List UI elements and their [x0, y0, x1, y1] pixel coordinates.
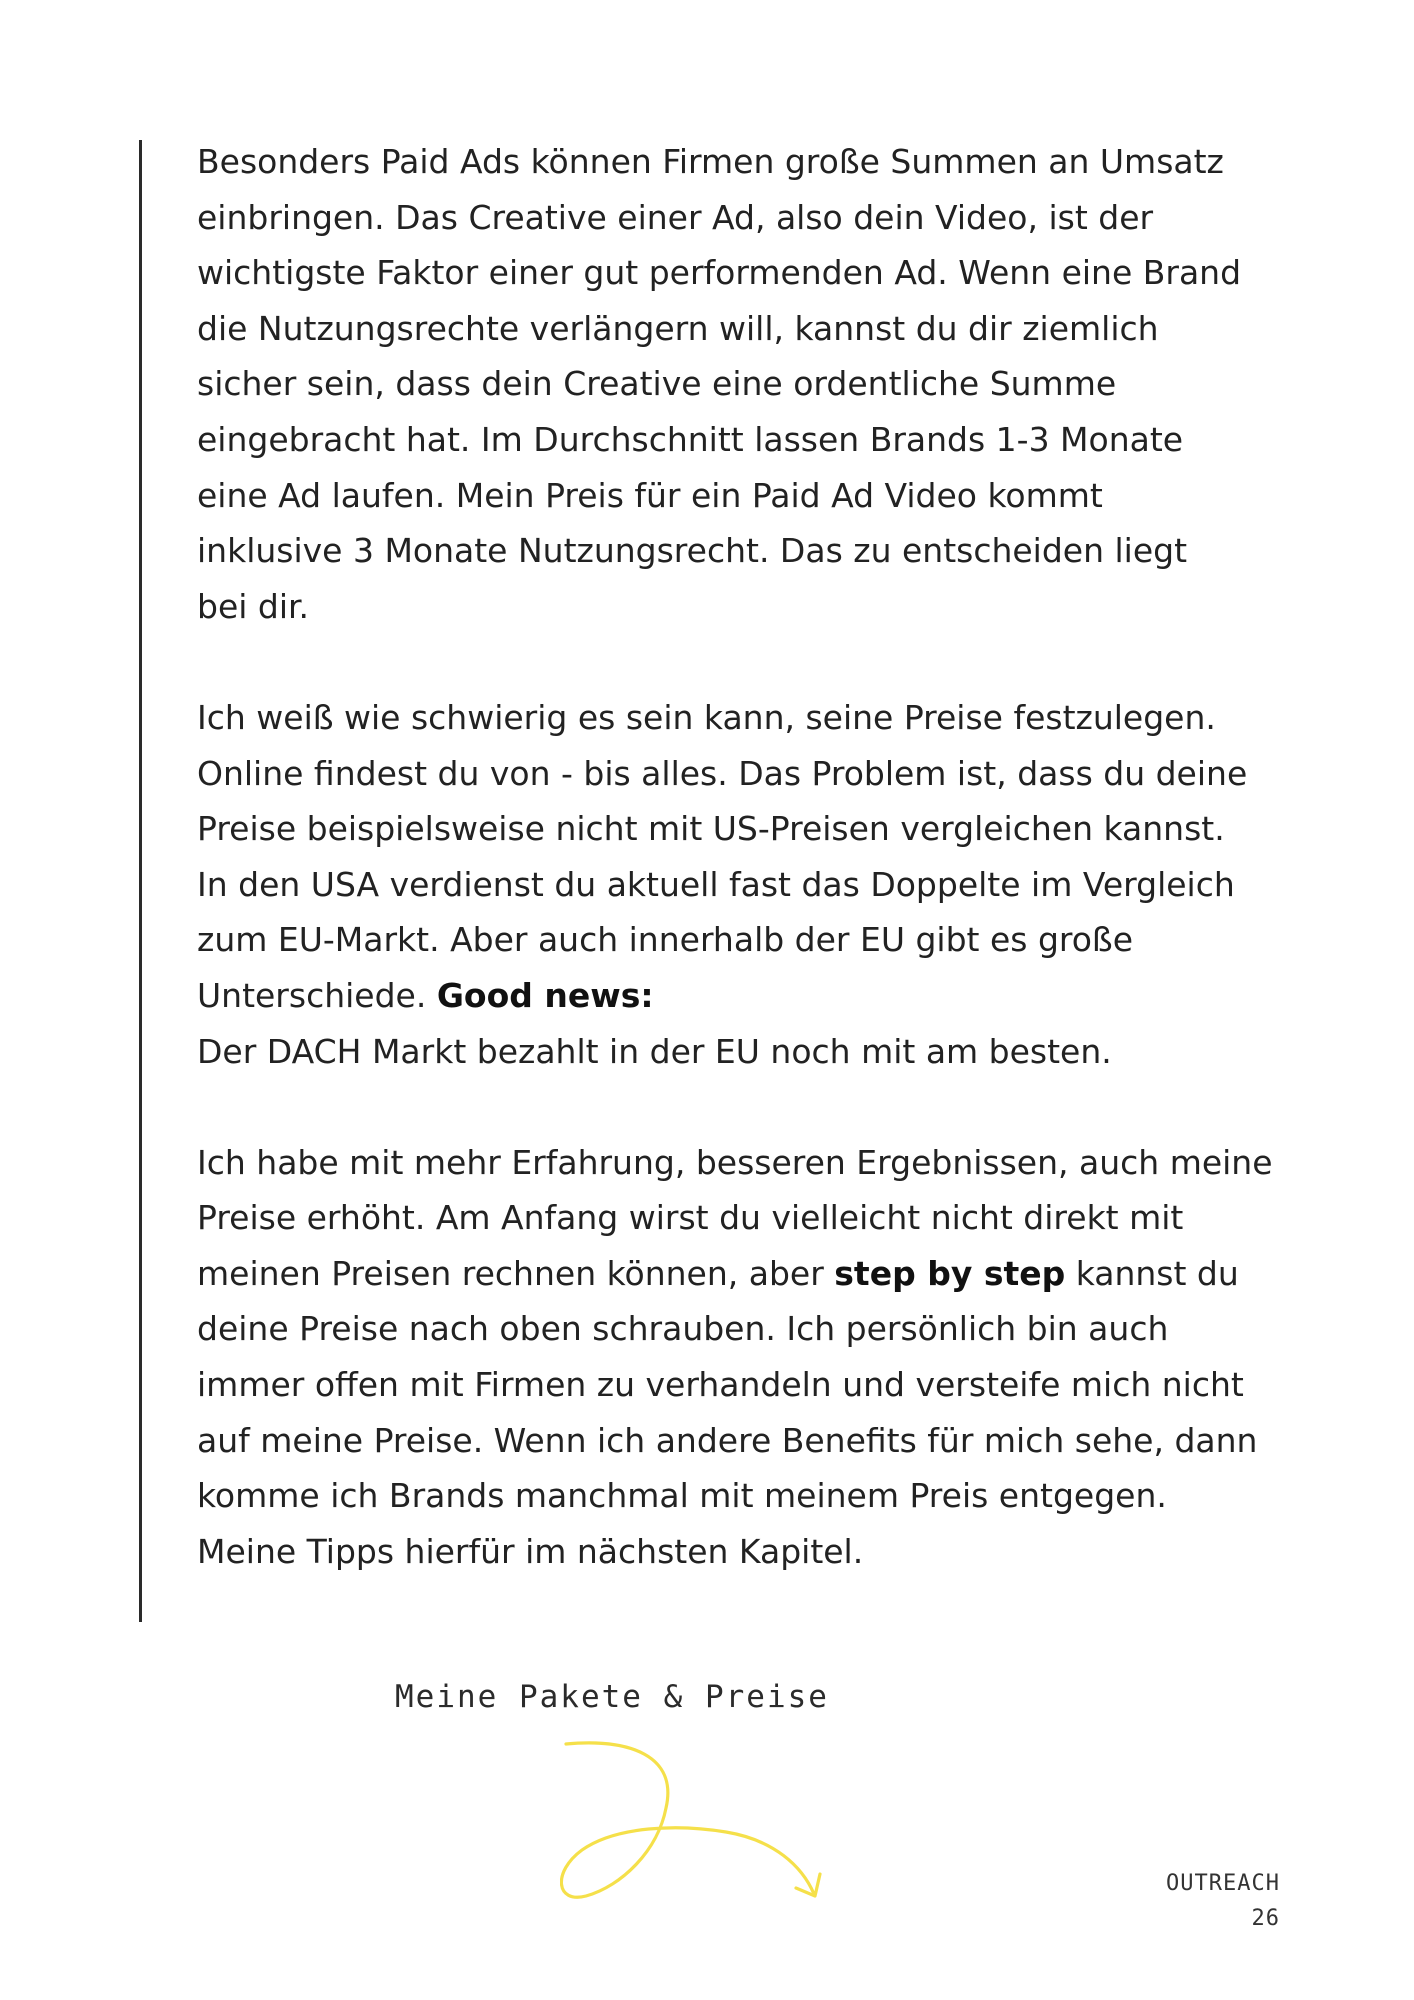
paragraph [197, 1135, 1297, 1580]
bold-text: Good news: [436, 975, 654, 1015]
text-run: deine Preise nach oben schrauben. Ich persönlich bin auch [197, 1309, 1169, 1349]
text-line [197, 1413, 1297, 1469]
text-run: kannst du [1065, 1253, 1239, 1293]
text-line [197, 1357, 1297, 1413]
text-run: In den USA verdienst du aktuell fast das Doppelte im Vergleich [197, 864, 1235, 904]
text-run: sicher sein, dass dein Creative eine ordentliche Summe [197, 364, 1117, 404]
text-run: wichtigste Faktor einer gut performenden Ad. Wenn eine Brand [197, 253, 1242, 293]
text-line [197, 523, 1297, 579]
text-line [197, 356, 1297, 412]
text-run: Preise beispielsweise nicht mit US-Preisen vergleichen kannst. [197, 809, 1225, 849]
text-line [197, 857, 1297, 913]
text-run: zum EU-Markt. Aber auch innerhalb der EU gibt es große [197, 920, 1134, 960]
text-line [197, 190, 1297, 246]
paragraph [197, 134, 1297, 634]
bold-text: step by step [834, 1253, 1066, 1293]
text-line [197, 301, 1297, 357]
text-run: komme ich Brands manchmal mit meinem Preis entgegen. [197, 1476, 1167, 1516]
curly-arrow-icon[interactable] [560, 1738, 830, 1913]
text-run: Besonders Paid Ads können Firmen große Summen an Umsatz [197, 142, 1224, 181]
text-run: eine Ad laufen. Mein Preis für ein Paid Ad Video kommt [197, 475, 1103, 515]
text-run: Ich weiß wie schwierig es sein kann, seine Preise festzulegen. [197, 697, 1216, 737]
text-run: inklusive 3 Monate Nutzungsrecht. Das zu entscheiden liegt [197, 531, 1188, 571]
text-line [197, 1190, 1297, 1246]
page-number: 26 [1251, 1906, 1280, 1931]
text-run: die Nutzungsrechte verlängern will, kannst du dir ziemlich [197, 308, 1159, 348]
text-line [197, 1135, 1297, 1191]
text-run: meinen Preisen rechnen können, aber [197, 1253, 835, 1293]
text-run: Der DACH Markt bezahlt in der EU noch mit am besten. [197, 1031, 1112, 1071]
text-run: Meine Tipps hierfür im nächsten Kapitel. [197, 1531, 864, 1571]
text-line [197, 746, 1297, 802]
text-run: bei dir. [197, 586, 310, 626]
text-run: eingebracht hat. Im Durchschnitt lassen Brands 1-3 Monate [197, 419, 1184, 459]
text-run: immer offen mit Firmen zu verhandeln und versteife mich nicht [197, 1365, 1244, 1405]
text-line [197, 968, 1297, 1024]
text-line [197, 912, 1297, 968]
text-run: Online findest du von - bis alles. Das Problem ist, dass du deine [197, 753, 1248, 793]
text-line [197, 134, 1297, 190]
text-line [197, 412, 1297, 468]
text-line [197, 1301, 1297, 1357]
text-line [197, 690, 1297, 746]
margin-rule [139, 140, 142, 1622]
text-line [197, 801, 1297, 857]
text-line [197, 468, 1297, 524]
text-run: Unterschiede. [197, 975, 437, 1015]
text-line [197, 1468, 1297, 1524]
text-line [197, 245, 1297, 301]
text-run: auf meine Preise. Wenn ich andere Benefits für mich sehe, dann [197, 1420, 1258, 1460]
paragraph [197, 690, 1297, 1079]
page-footer [1166, 1866, 1280, 1936]
text-line [197, 579, 1297, 635]
text-line [197, 1524, 1297, 1580]
text-line [197, 1024, 1297, 1080]
text-run: Ich habe mit mehr Erfahrung, besseren Ergebnissen, auch meine [197, 1142, 1273, 1182]
text-line [197, 1246, 1297, 1302]
text-run: einbringen. Das Creative einer Ad, also dein Video, ist der [197, 197, 1154, 237]
section-name: OUTREACH [1166, 1871, 1280, 1896]
next-section-label[interactable]: Meine Pakete & Preise [395, 1679, 829, 1715]
body-text [197, 134, 1297, 1635]
text-run: Preise erhöht. Am Anfang wirst du vielleicht nicht direkt mit [197, 1198, 1184, 1238]
